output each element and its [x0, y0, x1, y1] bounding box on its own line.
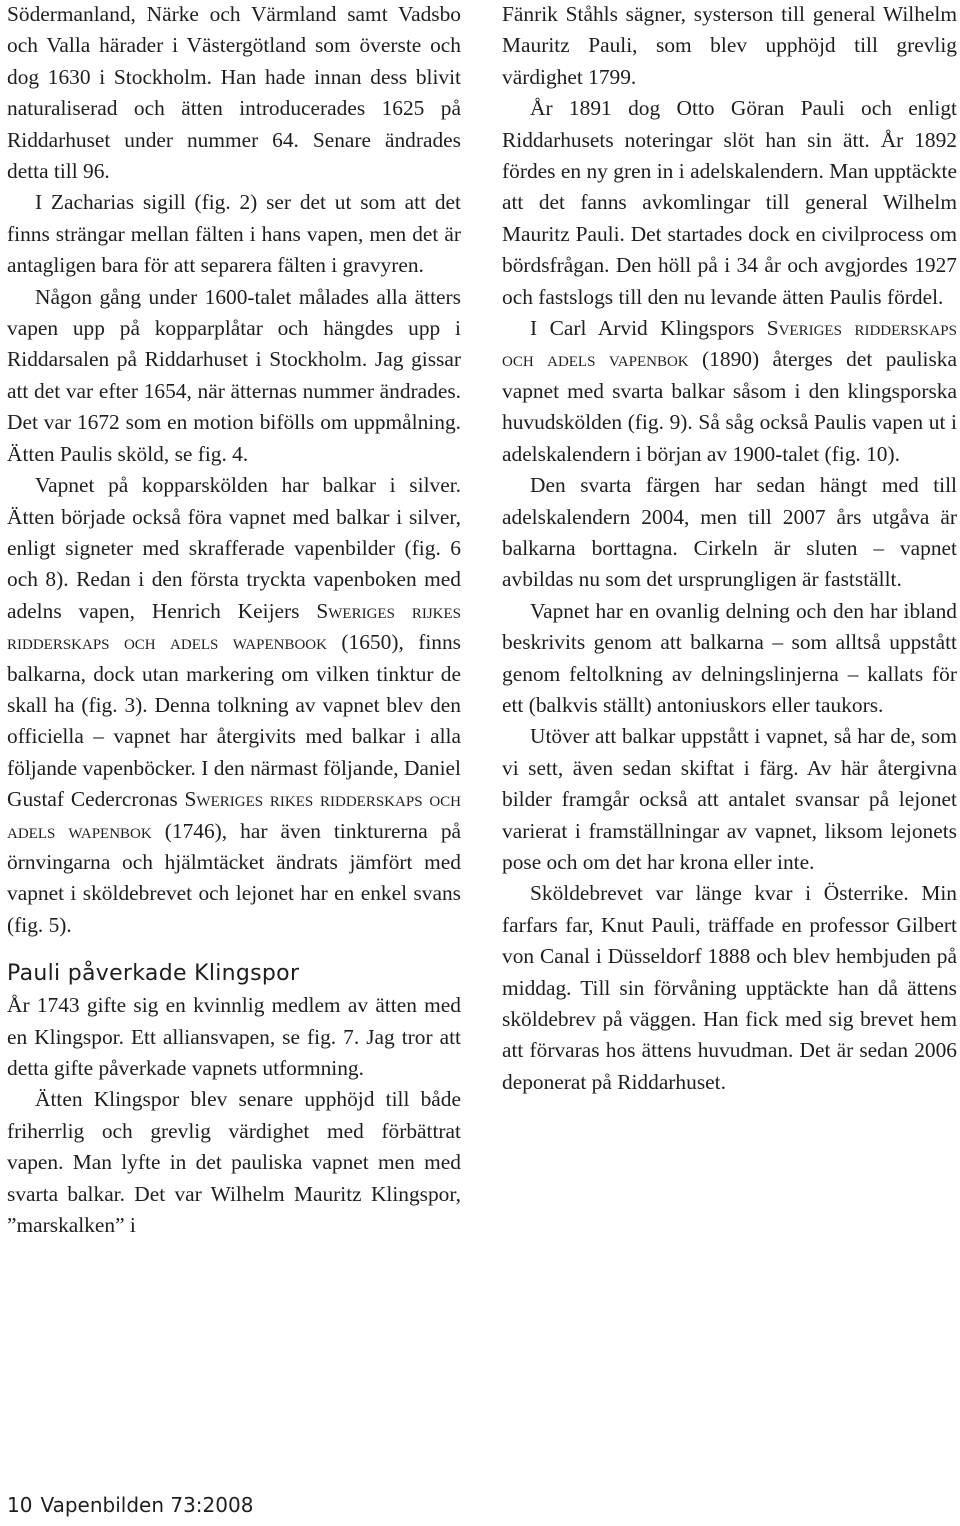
publication-title: Vapenbilden 73:2008: [40, 1493, 254, 1517]
silver-text-mid: (1650), finns balkarna, dock utan markering om vilken tinktur de skall ha (fig. 3). Denna tolkning av vapnet blev den officiella – vapnet har återgivits med balkar i alla följande vapenböcker. I den närmast följande, Daniel Gustaf Cedercronas: [7, 630, 461, 812]
paragraph-klingspor: Ätten Klingspor blev senare upphöjd till både friherrlig och grevlig värdighet med förbättrat vapen. Man lyfte in det pauliska vapnet men med svarta balkar. Det var Wilhelm Mauritz Klingspor, ”marskalken” i: [7, 1087, 461, 1238]
book-title-keijer: Sweriges rijkes ridderskaps och adels wapenbook: [7, 598, 461, 655]
right-column: [502, 0, 957, 1098]
paragraph-carl-arvid: [502, 313, 957, 470]
left-column: [7, 0, 461, 1241]
page-number: 10: [7, 1493, 33, 1517]
paragraph-silver: [7, 470, 461, 941]
paragraph-kopparplatar: Någon gång under 1600-talet målades alla ätters vapen upp på kopparplåtar och hängdes upp i Riddarsalen på Riddarhuset i Stockholm. Jag gissar att det var efter 1654, när ätternas nummer ändrades. Det var 1672 som en motion bifölls om uppmålning. Ätten Paulis sköld, se fig. 4.: [7, 284, 461, 466]
paragraph-skoldebrevet: Sköldebrevet var länge kvar i Österrike. Min farfars far, Knut Pauli, träffade en professor Gilbert von Canal i Düsseldorf 1888 och blev hembjuden på middag. Till sin förvåning upptäckte han då ättens sköldebrev på väggen. Han fick med sig brevet hem att förvaras hos ättens huvudman. Det är sedan 2006 deponerat på Riddarhuset.: [502, 881, 957, 1094]
paragraph-1891: År 1891 dog Otto Göran Pauli och enligt Riddarhusets noteringar slöt han sin ätt. År 1892 fördes en ny gren in i adelskalendern. Man upptäckte att det fanns avkomlingar till general Wilhelm Mauritz Pauli. Det startades dock en civilprocess om bördsfrågan. Den höll på i 34 år och avgjordes 1927 och fastslogs till den nu levande ätten Paulis fördel.: [502, 96, 957, 309]
silver-text-post: (1746), har även tinkturerna på örnvingarna och hjälmtäcket ändrats jämfört med vapnet i sköldebrevet och lejonet har en enkel svans (fig. 5).: [7, 818, 462, 937]
paragraph-fanrik: Fänrik Ståhls sägner, systerson till general Wilhelm Mauritz Pauli, som blev upphöjd till grevlig värdighet 1799.: [502, 2, 957, 89]
page-footer: [7, 1492, 253, 1518]
carl-text-pre: I Carl Arvid Klingspors: [530, 316, 767, 341]
paragraph-sigill: I Zacharias sigill (fig. 2) ser det ut som att det finns strängar mellan fälten i hans vapen, men det är antagligen bara för att separera fälten i gravyren.: [7, 190, 461, 278]
book-title-klingspor: Sveriges ridderskaps och adels vapenbok: [502, 316, 957, 372]
paragraph-1743: År 1743 gifte sig en kvinnlig medlem av ätten med en Klingspor. Ett alliansvapen, se fig. 7. Jag tror att detta gifte påverkade vapnets utformning.: [7, 993, 461, 1080]
paragraph-svarta: Den svarta färgen har sedan hängt med till adelskalendern 2004, men till 2007 års utgåva är balkarna borttagna. Cirkeln är sluten – vapnet avbildas nu som det ursprungligen är fastställt.: [502, 473, 957, 592]
carl-text-post: (1890) återges det pauliska vapnet med svarta balkar såsom i den klingsporska huvudskölden (fig. 9). Så såg också Paulis vapen ut i adelskalendern i början av 1900-talet (fig. 10).: [502, 347, 957, 466]
silver-text-pre: Vapnet på kopparskölden har balkar i silver. Ätten började också föra vapnet med balkar i silver, enligt signeter med skrafferade vapenbilder (fig. 6 och 8). Redan i den första tryckta vapenboken med adelns vapen, Henrich Keijers: [7, 473, 461, 623]
section-heading: Pauli påverkade Klingspor: [7, 961, 300, 987]
book-title-cedercrona: Sweriges rikes ridderskaps och adels wapenbok: [7, 787, 462, 843]
paragraph-utover: Utöver att balkar uppstått i vapnet, så har de, som vi sett, även sedan skiftat i färg. Av här återgivna bilder framgår också att antalet svansar på lejonet varierat i framställningar av vapnet, liksom lejonets pose och om det har krona eller inte.: [502, 724, 957, 874]
paragraph-intro: Södermanland, Närke och Värmland samt Vadsbo och Valla härader i Västergötland som överste och dog 1630 i Stockholm. Han hade innan dess blivit naturaliserad och ätten introducerades 1625 på Riddarhuset under nummer 64. Senare ändrades detta till 96.: [7, 2, 461, 184]
paragraph-delning: Vapnet har en ovanlig delning och den har ibland beskrivits genom att balkarna – som alltså uppstått genom feltolkning av delningslinjerna – kallats för ett (balkvis ställt) antoniuskors eller taukors.: [502, 598, 957, 717]
